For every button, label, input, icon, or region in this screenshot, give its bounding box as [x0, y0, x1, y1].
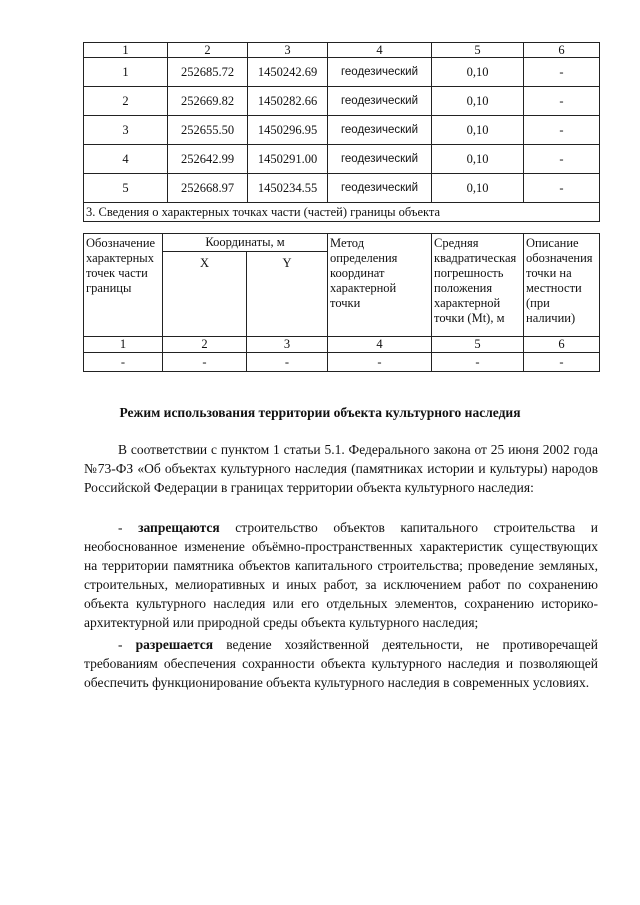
method: геодезический — [328, 116, 432, 145]
table-row — [84, 58, 600, 87]
paragraph-intro: В соответствии с пунктом 1 статьи 5.1. Федерального закона от 25 июня 2002 года №73-ФЗ «Об объектах культурного наследия (памятниках истории и культуры) народов Российской Федерации в границах территории объекта культурного наследия: — [84, 442, 598, 495]
coordinates-table — [83, 42, 600, 222]
description: - — [524, 174, 600, 203]
table-row — [84, 353, 600, 372]
paragraph-prohibited — [84, 518, 598, 632]
header-point-designation: Обозначение характерных точек части границы — [84, 234, 163, 337]
description: - — [524, 58, 600, 87]
header-cell: 4 — [328, 43, 432, 58]
coord-y: 1450296.95 — [248, 116, 328, 145]
description: - — [524, 116, 600, 145]
coord-y: 1450234.55 — [248, 174, 328, 203]
coord-y: 1450282.66 — [248, 87, 328, 116]
method: геодезический — [328, 58, 432, 87]
description: - — [524, 145, 600, 174]
coord-x: 252668.97 — [168, 174, 248, 203]
header-y: Y — [247, 252, 328, 337]
prohibited-keyword: запрещаются — [138, 520, 220, 535]
table-row — [84, 116, 600, 145]
coord-x: 252642.99 — [168, 145, 248, 174]
table-header-row — [84, 234, 600, 252]
list-dash: - — [118, 637, 136, 652]
accuracy: 0,10 — [432, 87, 524, 116]
column-number: 2 — [163, 337, 247, 353]
coord-x: 252685.72 — [168, 58, 248, 87]
empty-cell: - — [328, 353, 432, 372]
allowed-keyword: разрешается — [135, 637, 214, 652]
coord-x: 252669.82 — [168, 87, 248, 116]
allowed-text: ведение хозяйственной деятельности, не противоречащей требованиям обеспечения сохранности объекта культурного наследия и позволяющей обеспечить функционирование объекта культурного наследия в современных условиях. — [84, 637, 598, 690]
point-number: 3 — [84, 116, 168, 145]
section-title-row — [84, 203, 600, 222]
header-cell: 5 — [432, 43, 524, 58]
part-boundary-table — [83, 233, 600, 372]
header-cell: 2 — [168, 43, 248, 58]
table-row — [84, 174, 600, 203]
header-description: Описание обозначения точки на местности (при наличии) — [524, 234, 600, 337]
column-number: 6 — [524, 337, 600, 353]
empty-cell: - — [84, 353, 163, 372]
empty-cell: - — [247, 353, 328, 372]
table-header-row — [84, 43, 600, 58]
section-heading: Режим использования территории объекта культурного наследия — [119, 405, 521, 420]
method: геодезический — [328, 145, 432, 174]
description: - — [524, 87, 600, 116]
point-number: 2 — [84, 87, 168, 116]
column-number: 3 — [247, 337, 328, 353]
accuracy: 0,10 — [432, 116, 524, 145]
point-number: 1 — [84, 58, 168, 87]
column-number: 1 — [84, 337, 163, 353]
coord-y: 1450291.00 — [248, 145, 328, 174]
empty-cell: - — [524, 353, 600, 372]
header-method: Метод определения координат характерной точки — [328, 234, 432, 337]
coord-y: 1450242.69 — [248, 58, 328, 87]
header-coordinates: Координаты, м — [163, 234, 328, 252]
header-cell: 6 — [524, 43, 600, 58]
header-accuracy: Средняя квадратическая погрешность положения характерной точки (Mt), м — [432, 234, 524, 337]
column-number: 5 — [432, 337, 524, 353]
method: геодезический — [328, 87, 432, 116]
accuracy: 0,10 — [432, 174, 524, 203]
coord-x: 252655.50 — [168, 116, 248, 145]
table-row — [84, 145, 600, 174]
paragraph-allowed — [84, 635, 598, 692]
header-cell: 3 — [248, 43, 328, 58]
header-cell: 1 — [84, 43, 168, 58]
empty-cell: - — [432, 353, 524, 372]
column-number: 4 — [328, 337, 432, 353]
point-number: 5 — [84, 174, 168, 203]
section-title: 3. Сведения о характерных точках части (частей) границы объекта — [84, 203, 600, 222]
method: геодезический — [328, 174, 432, 203]
header-x: X — [163, 252, 247, 337]
accuracy: 0,10 — [432, 58, 524, 87]
list-dash: - — [118, 520, 139, 535]
accuracy: 0,10 — [432, 145, 524, 174]
column-number-row — [84, 337, 600, 353]
prohibited-text: строительство объектов капитального строительства и необоснованное изменение объёмно-пространственных характеристик существующих на территории памятника объектов капитального строительства; проведение земляных, строительных, мелиоративных и иных работ, за исключением работ по сохранению объекта культурного наследия или его отдельных элементов, сохранению историко-архитектурной или природной среды объекта культурного наследия; — [84, 520, 598, 630]
table-row — [84, 87, 600, 116]
point-number: 4 — [84, 145, 168, 174]
empty-cell: - — [163, 353, 247, 372]
